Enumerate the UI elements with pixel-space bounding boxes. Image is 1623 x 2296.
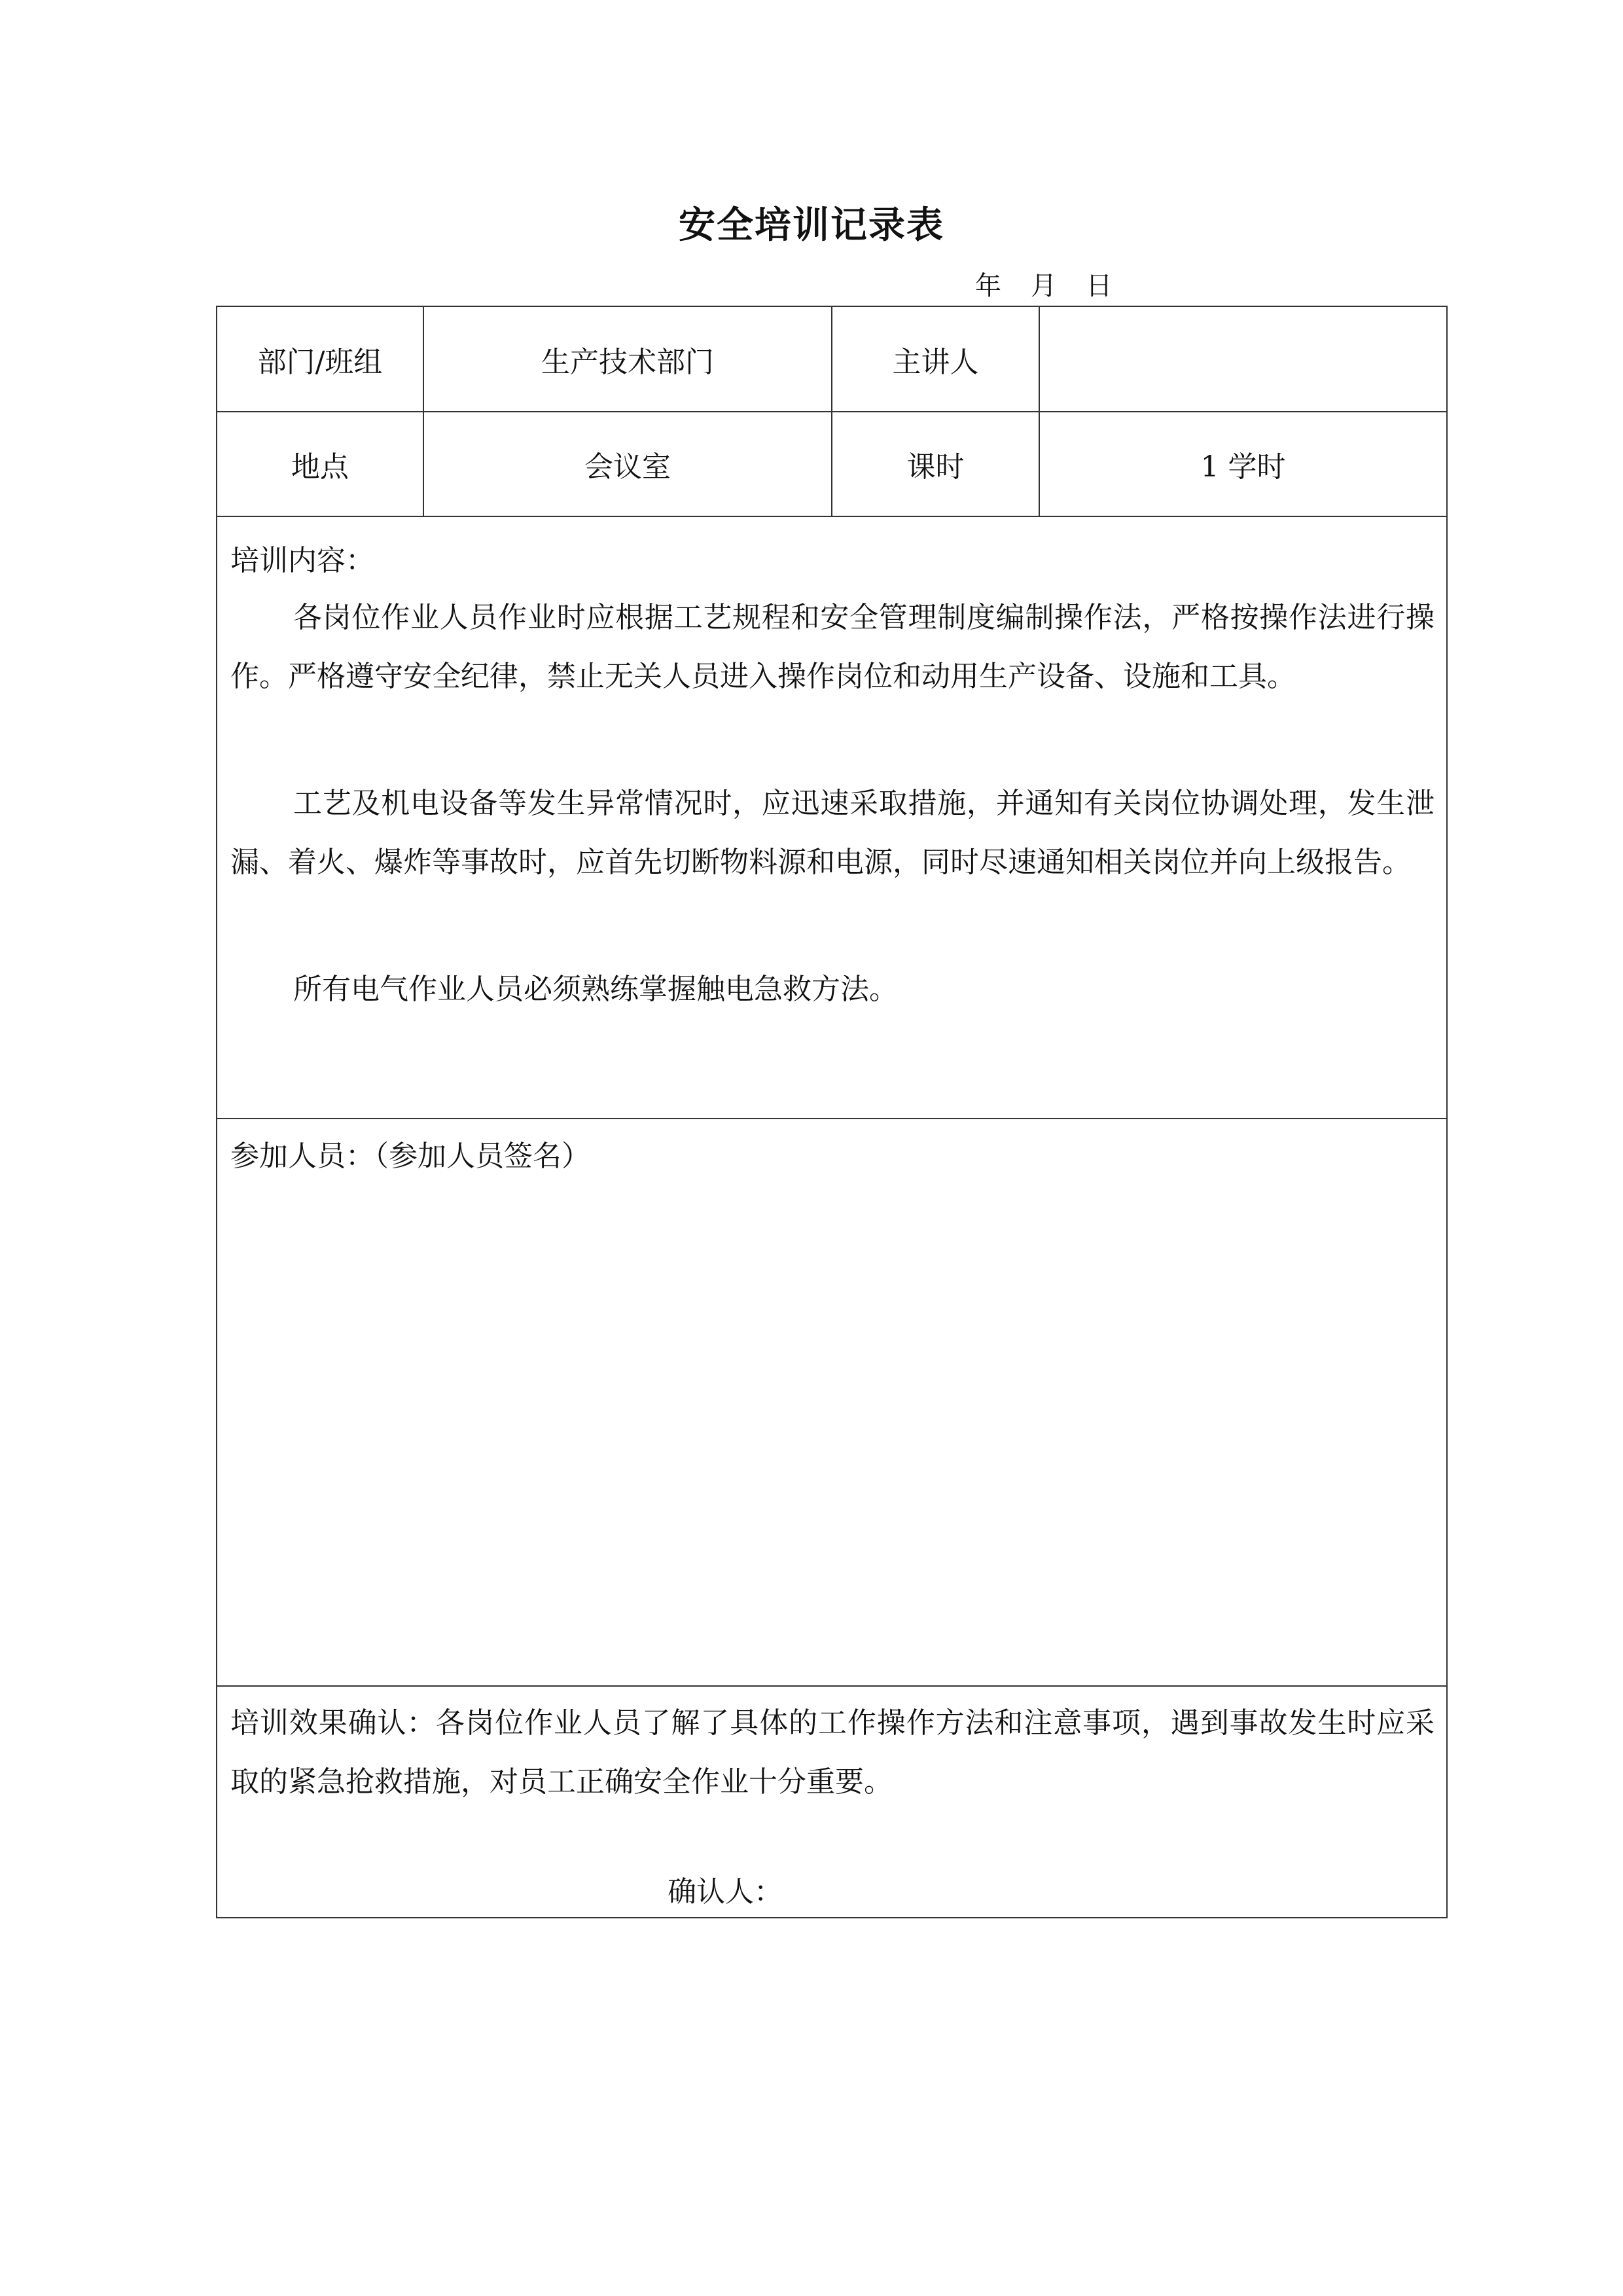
content-paragraph-3: 所有电气作业人员必须熟练掌握触电急救方法。 — [293, 973, 898, 1006]
confirmer-label: 确认人： — [668, 1875, 783, 1909]
row-divider-3 — [216, 1118, 1448, 1119]
participants-label: 参加人员：（参加人员签名） — [230, 1139, 590, 1173]
speaker-label: 主讲人 — [892, 345, 979, 379]
hours-value: 1 学时 — [1200, 450, 1286, 484]
date-line: 年 月 日 — [975, 271, 1114, 301]
effect-text: 培训效果确认：各岗位作业人员了解了具体的工作操作方法和注意事项，遇到事故发生时应采取的紧急抢救措施，对员工正确安全作业十分重要。 — [230, 1706, 1435, 1799]
content-label: 培训内容： — [230, 544, 374, 577]
location-value: 会议室 — [584, 450, 671, 484]
dept-label: 部门/班组 — [257, 345, 383, 379]
hours-label: 课时 — [906, 450, 965, 484]
page-title: 安全培训记录表 — [679, 204, 944, 247]
row-divider-4 — [216, 1685, 1448, 1687]
content-paragraph-1: 各岗位作业人员作业时应根据工艺规程和安全管理制度编制操作法，严格按操作法进行操作。严格遵守安全纪律，禁止无关人员进入操作岗位和动用生产设备、设施和工具。 — [230, 601, 1435, 693]
content-paragraph-2: 工艺及机电设备等发生异常情况时，应迅速采取措施，并通知有关岗位协调处理，发生泄漏、着火、爆炸等事故时，应首先切断物料源和电源，同时尽速通知相关岗位并向上级报告。 — [230, 787, 1435, 879]
speaker-value — [1040, 307, 1446, 411]
location-label: 地点 — [291, 450, 349, 484]
dept-value: 生产技术部门 — [541, 345, 714, 379]
